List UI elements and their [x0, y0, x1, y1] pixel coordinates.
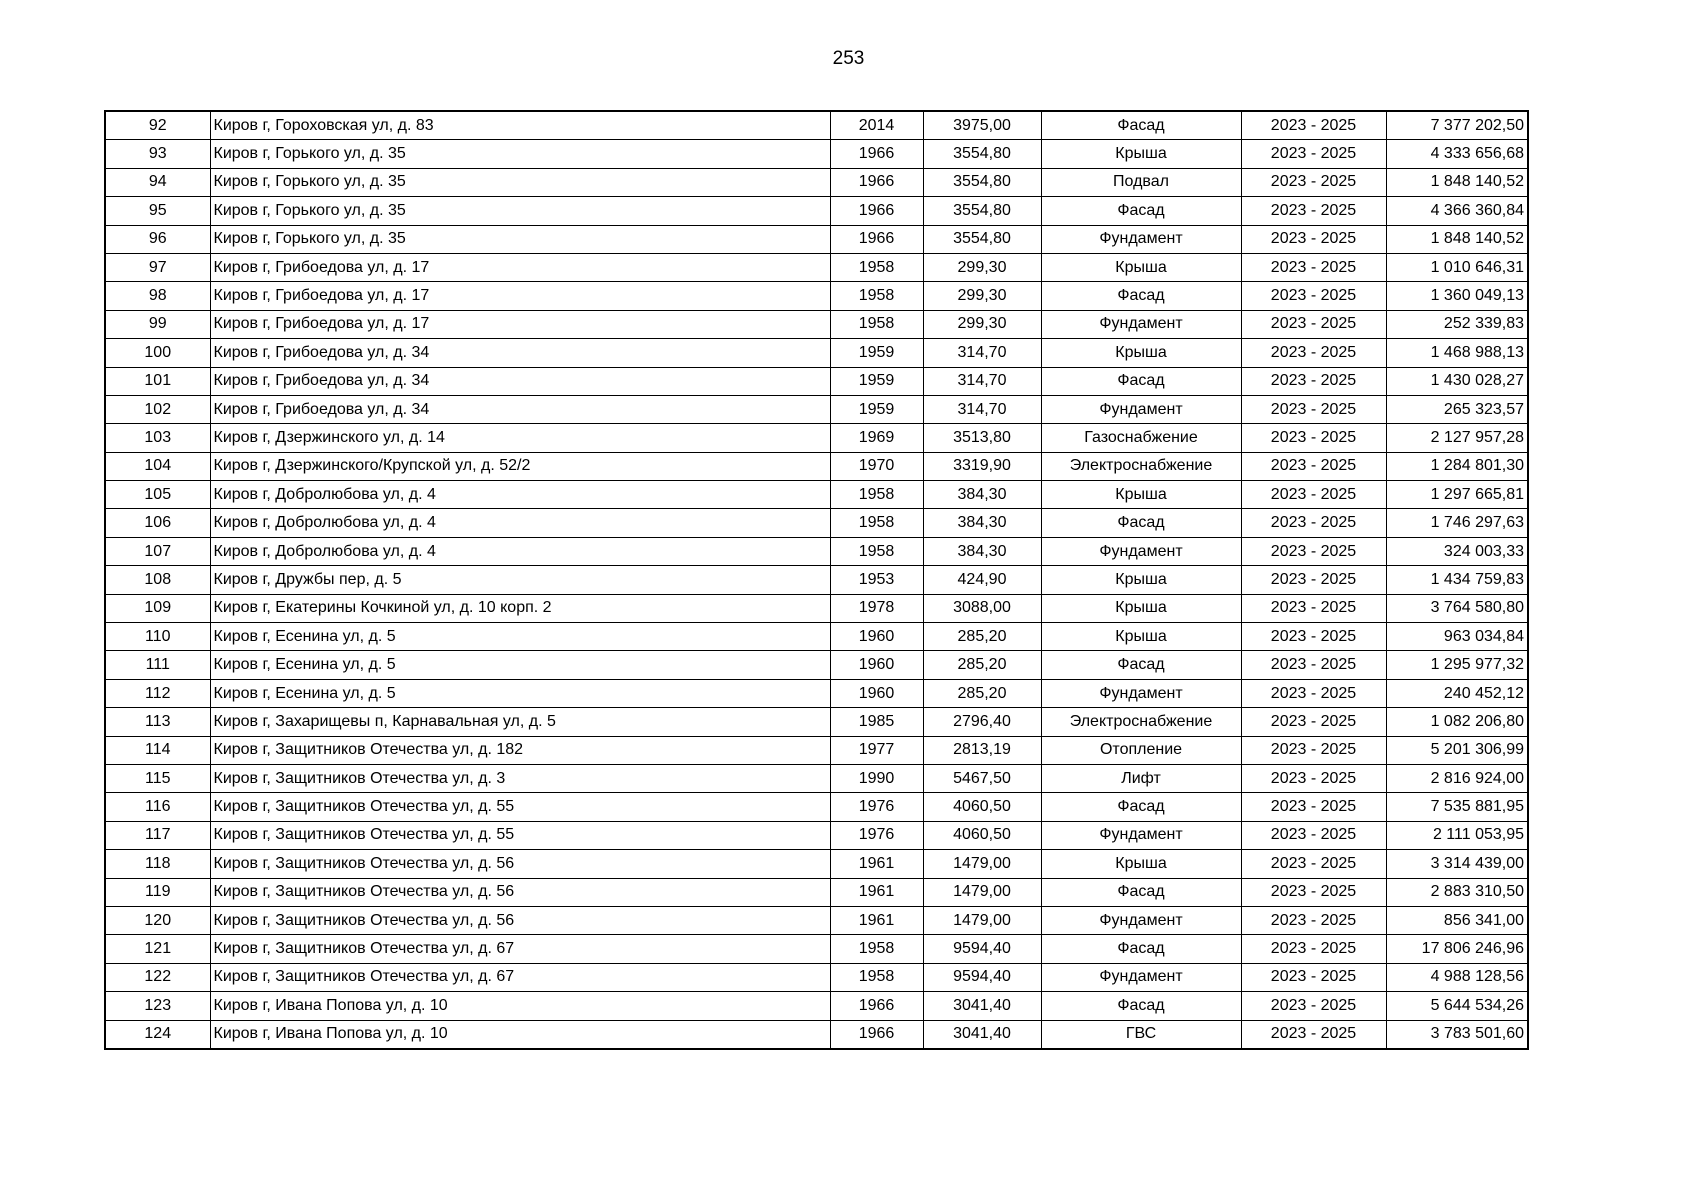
table-row [105, 736, 1528, 764]
area-cell: 3554,80 [923, 225, 1041, 253]
work-type-cell: Подвал [1041, 168, 1241, 196]
build-year-cell: 1966 [830, 1020, 923, 1049]
build-year-cell: 1961 [830, 878, 923, 906]
work-type-cell: Фундамент [1041, 821, 1241, 849]
cost-cell: 1 848 140,52 [1386, 168, 1528, 196]
row-number-cell: 114 [105, 736, 210, 764]
work-type-cell: Фундамент [1041, 537, 1241, 565]
work-type-cell: Электроснабжение [1041, 708, 1241, 736]
address-cell: Киров г, Горького ул, д. 35 [210, 168, 830, 196]
cost-cell: 2 816 924,00 [1386, 764, 1528, 792]
cost-cell: 2 883 310,50 [1386, 878, 1528, 906]
table-row [105, 850, 1528, 878]
row-number-cell: 109 [105, 594, 210, 622]
build-year-cell: 1966 [830, 225, 923, 253]
address-cell: Киров г, Екатерины Кочкиной ул, д. 10 корп. 2 [210, 594, 830, 622]
build-year-cell: 1953 [830, 566, 923, 594]
address-cell: Киров г, Защитников Отечества ул, д. 56 [210, 850, 830, 878]
address-cell: Киров г, Защитников Отечества ул, д. 56 [210, 878, 830, 906]
area-cell: 3319,90 [923, 452, 1041, 480]
period-cell: 2023 - 2025 [1241, 992, 1386, 1020]
build-year-cell: 1969 [830, 424, 923, 452]
cost-cell: 1 284 801,30 [1386, 452, 1528, 480]
work-type-cell: Фасад [1041, 367, 1241, 395]
row-number-cell: 94 [105, 168, 210, 196]
period-cell: 2023 - 2025 [1241, 651, 1386, 679]
row-number-cell: 116 [105, 793, 210, 821]
cost-cell: 2 111 053,95 [1386, 821, 1528, 849]
address-cell: Киров г, Горького ул, д. 35 [210, 225, 830, 253]
address-cell: Киров г, Есенина ул, д. 5 [210, 623, 830, 651]
area-cell: 424,90 [923, 566, 1041, 594]
build-year-cell: 1958 [830, 481, 923, 509]
cost-cell: 1 297 665,81 [1386, 481, 1528, 509]
table-row [105, 253, 1528, 281]
address-cell: Киров г, Дзержинского/Крупской ул, д. 52/2 [210, 452, 830, 480]
address-cell: Киров г, Есенина ул, д. 5 [210, 651, 830, 679]
row-number-cell: 103 [105, 424, 210, 452]
row-number-cell: 123 [105, 992, 210, 1020]
address-cell: Киров г, Горького ул, д. 35 [210, 140, 830, 168]
work-type-cell: Фасад [1041, 878, 1241, 906]
table-row [105, 225, 1528, 253]
row-number-cell: 92 [105, 111, 210, 140]
cost-cell: 1 360 049,13 [1386, 282, 1528, 310]
address-cell: Киров г, Грибоедова ул, д. 17 [210, 282, 830, 310]
table-row [105, 992, 1528, 1020]
area-cell: 3041,40 [923, 1020, 1041, 1049]
build-year-cell: 1985 [830, 708, 923, 736]
period-cell: 2023 - 2025 [1241, 878, 1386, 906]
period-cell: 2023 - 2025 [1241, 509, 1386, 537]
work-type-cell: Фасад [1041, 793, 1241, 821]
build-year-cell: 1958 [830, 537, 923, 565]
period-cell: 2023 - 2025 [1241, 481, 1386, 509]
period-cell: 2023 - 2025 [1241, 452, 1386, 480]
row-number-cell: 96 [105, 225, 210, 253]
address-cell: Киров г, Защитников Отечества ул, д. 56 [210, 906, 830, 934]
period-cell: 2023 - 2025 [1241, 140, 1386, 168]
cost-cell: 1 295 977,32 [1386, 651, 1528, 679]
row-number-cell: 107 [105, 537, 210, 565]
address-cell: Киров г, Добролюбова ул, д. 4 [210, 509, 830, 537]
area-cell: 5467,50 [923, 764, 1041, 792]
work-type-cell: Лифт [1041, 764, 1241, 792]
period-cell: 2023 - 2025 [1241, 367, 1386, 395]
period-cell: 2023 - 2025 [1241, 906, 1386, 934]
period-cell: 2023 - 2025 [1241, 282, 1386, 310]
table-row [105, 452, 1528, 480]
area-cell: 4060,50 [923, 793, 1041, 821]
area-cell: 1479,00 [923, 878, 1041, 906]
area-cell: 3554,80 [923, 140, 1041, 168]
row-number-cell: 104 [105, 452, 210, 480]
cost-cell: 252 339,83 [1386, 310, 1528, 338]
period-cell: 2023 - 2025 [1241, 764, 1386, 792]
address-cell: Киров г, Добролюбова ул, д. 4 [210, 481, 830, 509]
work-type-cell: Крыша [1041, 339, 1241, 367]
build-year-cell: 1966 [830, 197, 923, 225]
address-cell: Киров г, Горького ул, д. 35 [210, 197, 830, 225]
area-cell: 314,70 [923, 339, 1041, 367]
build-year-cell: 1958 [830, 310, 923, 338]
work-type-cell: Крыша [1041, 566, 1241, 594]
area-cell: 3513,80 [923, 424, 1041, 452]
period-cell: 2023 - 2025 [1241, 821, 1386, 849]
address-cell: Киров г, Защитников Отечества ул, д. 55 [210, 793, 830, 821]
work-type-cell: Крыша [1041, 623, 1241, 651]
cost-cell: 2 127 957,28 [1386, 424, 1528, 452]
cost-cell: 4 333 656,68 [1386, 140, 1528, 168]
address-cell: Киров г, Грибоедова ул, д. 34 [210, 395, 830, 423]
work-type-cell: Фасад [1041, 992, 1241, 1020]
row-number-cell: 99 [105, 310, 210, 338]
table-body [105, 111, 1528, 1049]
work-type-cell: Фасад [1041, 111, 1241, 140]
table-row [105, 537, 1528, 565]
area-cell: 299,30 [923, 282, 1041, 310]
area-cell: 285,20 [923, 623, 1041, 651]
table-row [105, 367, 1528, 395]
address-cell: Киров г, Защитников Отечества ул, д. 67 [210, 963, 830, 991]
row-number-cell: 105 [105, 481, 210, 509]
area-cell: 299,30 [923, 253, 1041, 281]
table-row [105, 793, 1528, 821]
repair-schedule-table [104, 110, 1529, 1050]
build-year-cell: 1990 [830, 764, 923, 792]
area-cell: 4060,50 [923, 821, 1041, 849]
period-cell: 2023 - 2025 [1241, 708, 1386, 736]
table-row [105, 310, 1528, 338]
area-cell: 314,70 [923, 367, 1041, 395]
row-number-cell: 106 [105, 509, 210, 537]
area-cell: 3554,80 [923, 168, 1041, 196]
area-cell: 299,30 [923, 310, 1041, 338]
build-year-cell: 1960 [830, 651, 923, 679]
address-cell: Киров г, Грибоедова ул, д. 17 [210, 253, 830, 281]
build-year-cell: 1976 [830, 821, 923, 849]
table-row [105, 481, 1528, 509]
period-cell: 2023 - 2025 [1241, 594, 1386, 622]
area-cell: 1479,00 [923, 906, 1041, 934]
work-type-cell: Фундамент [1041, 395, 1241, 423]
cost-cell: 1 746 297,63 [1386, 509, 1528, 537]
cost-cell: 3 783 501,60 [1386, 1020, 1528, 1049]
build-year-cell: 1958 [830, 963, 923, 991]
row-number-cell: 120 [105, 906, 210, 934]
build-year-cell: 1978 [830, 594, 923, 622]
work-type-cell: Фасад [1041, 651, 1241, 679]
row-number-cell: 95 [105, 197, 210, 225]
build-year-cell: 1958 [830, 253, 923, 281]
row-number-cell: 124 [105, 1020, 210, 1049]
cost-cell: 5 201 306,99 [1386, 736, 1528, 764]
table-row [105, 594, 1528, 622]
row-number-cell: 112 [105, 679, 210, 707]
address-cell: Киров г, Гороховская ул, д. 83 [210, 111, 830, 140]
period-cell: 2023 - 2025 [1241, 310, 1386, 338]
period-cell: 2023 - 2025 [1241, 793, 1386, 821]
row-number-cell: 98 [105, 282, 210, 310]
table-row [105, 395, 1528, 423]
work-type-cell: Крыша [1041, 850, 1241, 878]
cost-cell: 5 644 534,26 [1386, 992, 1528, 1020]
area-cell: 2796,40 [923, 708, 1041, 736]
table-row [105, 509, 1528, 537]
area-cell: 9594,40 [923, 963, 1041, 991]
cost-cell: 4 366 360,84 [1386, 197, 1528, 225]
row-number-cell: 108 [105, 566, 210, 594]
cost-cell: 240 452,12 [1386, 679, 1528, 707]
build-year-cell: 1961 [830, 906, 923, 934]
period-cell: 2023 - 2025 [1241, 679, 1386, 707]
cost-cell: 963 034,84 [1386, 623, 1528, 651]
area-cell: 3975,00 [923, 111, 1041, 140]
row-number-cell: 122 [105, 963, 210, 991]
period-cell: 2023 - 2025 [1241, 623, 1386, 651]
cost-cell: 1 430 028,27 [1386, 367, 1528, 395]
table-row [105, 424, 1528, 452]
table-row [105, 821, 1528, 849]
build-year-cell: 1959 [830, 395, 923, 423]
work-type-cell: Фасад [1041, 935, 1241, 963]
work-type-cell: Фундамент [1041, 963, 1241, 991]
area-cell: 384,30 [923, 481, 1041, 509]
address-cell: Киров г, Защитников Отечества ул, д. 182 [210, 736, 830, 764]
row-number-cell: 119 [105, 878, 210, 906]
work-type-cell: Фундамент [1041, 906, 1241, 934]
address-cell: Киров г, Ивана Попова ул, д. 10 [210, 992, 830, 1020]
build-year-cell: 1960 [830, 623, 923, 651]
period-cell: 2023 - 2025 [1241, 736, 1386, 764]
row-number-cell: 93 [105, 140, 210, 168]
build-year-cell: 1966 [830, 140, 923, 168]
table-row [105, 339, 1528, 367]
table-row [105, 168, 1528, 196]
build-year-cell: 1958 [830, 509, 923, 537]
cost-cell: 3 314 439,00 [1386, 850, 1528, 878]
period-cell: 2023 - 2025 [1241, 537, 1386, 565]
build-year-cell: 1961 [830, 850, 923, 878]
period-cell: 2023 - 2025 [1241, 197, 1386, 225]
address-cell: Киров г, Защитников Отечества ул, д. 67 [210, 935, 830, 963]
table-row [105, 1020, 1528, 1049]
area-cell: 3041,40 [923, 992, 1041, 1020]
cost-cell: 1 848 140,52 [1386, 225, 1528, 253]
cost-cell: 7 377 202,50 [1386, 111, 1528, 140]
row-number-cell: 100 [105, 339, 210, 367]
page-number: 253 [832, 48, 865, 69]
table-row [105, 282, 1528, 310]
address-cell: Киров г, Захарищевы п, Карнавальная ул, д. 5 [210, 708, 830, 736]
build-year-cell: 1977 [830, 736, 923, 764]
work-type-cell: ГВС [1041, 1020, 1241, 1049]
cost-cell: 3 764 580,80 [1386, 594, 1528, 622]
table-row [105, 963, 1528, 991]
period-cell: 2023 - 2025 [1241, 253, 1386, 281]
table-row [105, 623, 1528, 651]
table-row [105, 935, 1528, 963]
build-year-cell: 1959 [830, 367, 923, 395]
row-number-cell: 118 [105, 850, 210, 878]
build-year-cell: 1958 [830, 282, 923, 310]
area-cell: 285,20 [923, 679, 1041, 707]
work-type-cell: Крыша [1041, 140, 1241, 168]
row-number-cell: 117 [105, 821, 210, 849]
address-cell: Киров г, Ивана Попова ул, д. 10 [210, 1020, 830, 1049]
period-cell: 2023 - 2025 [1241, 424, 1386, 452]
cost-cell: 1 468 988,13 [1386, 339, 1528, 367]
row-number-cell: 101 [105, 367, 210, 395]
cost-cell: 265 323,57 [1386, 395, 1528, 423]
period-cell: 2023 - 2025 [1241, 850, 1386, 878]
work-type-cell: Фасад [1041, 509, 1241, 537]
cost-cell: 856 341,00 [1386, 906, 1528, 934]
work-type-cell: Крыша [1041, 481, 1241, 509]
work-type-cell: Газоснабжение [1041, 424, 1241, 452]
work-type-cell: Фасад [1041, 197, 1241, 225]
area-cell: 384,30 [923, 509, 1041, 537]
area-cell: 285,20 [923, 651, 1041, 679]
period-cell: 2023 - 2025 [1241, 168, 1386, 196]
build-year-cell: 2014 [830, 111, 923, 140]
area-cell: 3088,00 [923, 594, 1041, 622]
period-cell: 2023 - 2025 [1241, 1020, 1386, 1049]
row-number-cell: 111 [105, 651, 210, 679]
area-cell: 3554,80 [923, 197, 1041, 225]
work-type-cell: Электроснабжение [1041, 452, 1241, 480]
period-cell: 2023 - 2025 [1241, 225, 1386, 253]
address-cell: Киров г, Защитников Отечества ул, д. 55 [210, 821, 830, 849]
row-number-cell: 97 [105, 253, 210, 281]
work-type-cell: Фундамент [1041, 679, 1241, 707]
area-cell: 2813,19 [923, 736, 1041, 764]
table-row [105, 566, 1528, 594]
cost-cell: 1 434 759,83 [1386, 566, 1528, 594]
work-type-cell: Отопление [1041, 736, 1241, 764]
cost-cell: 1 010 646,31 [1386, 253, 1528, 281]
row-number-cell: 115 [105, 764, 210, 792]
cost-cell: 4 988 128,56 [1386, 963, 1528, 991]
row-number-cell: 110 [105, 623, 210, 651]
cost-cell: 324 003,33 [1386, 537, 1528, 565]
table-row [105, 764, 1528, 792]
table-row [105, 111, 1528, 140]
work-type-cell: Крыша [1041, 253, 1241, 281]
area-cell: 314,70 [923, 395, 1041, 423]
build-year-cell: 1976 [830, 793, 923, 821]
address-cell: Киров г, Грибоедова ул, д. 34 [210, 339, 830, 367]
table-row [105, 140, 1528, 168]
work-type-cell: Фундамент [1041, 225, 1241, 253]
address-cell: Киров г, Дружбы пер, д. 5 [210, 566, 830, 594]
table-row [105, 679, 1528, 707]
area-cell: 1479,00 [923, 850, 1041, 878]
period-cell: 2023 - 2025 [1241, 339, 1386, 367]
table-row [105, 197, 1528, 225]
table-row [105, 878, 1528, 906]
work-type-cell: Крыша [1041, 594, 1241, 622]
period-cell: 2023 - 2025 [1241, 395, 1386, 423]
table-row [105, 708, 1528, 736]
work-type-cell: Фундамент [1041, 310, 1241, 338]
build-year-cell: 1958 [830, 935, 923, 963]
address-cell: Киров г, Грибоедова ул, д. 34 [210, 367, 830, 395]
address-cell: Киров г, Защитников Отечества ул, д. 3 [210, 764, 830, 792]
period-cell: 2023 - 2025 [1241, 935, 1386, 963]
period-cell: 2023 - 2025 [1241, 963, 1386, 991]
build-year-cell: 1959 [830, 339, 923, 367]
address-cell: Киров г, Добролюбова ул, д. 4 [210, 537, 830, 565]
cost-cell: 7 535 881,95 [1386, 793, 1528, 821]
build-year-cell: 1966 [830, 992, 923, 1020]
address-cell: Киров г, Есенина ул, д. 5 [210, 679, 830, 707]
build-year-cell: 1966 [830, 168, 923, 196]
work-type-cell: Фасад [1041, 282, 1241, 310]
area-cell: 9594,40 [923, 935, 1041, 963]
cost-cell: 17 806 246,96 [1386, 935, 1528, 963]
period-cell: 2023 - 2025 [1241, 566, 1386, 594]
cost-cell: 1 082 206,80 [1386, 708, 1528, 736]
period-cell: 2023 - 2025 [1241, 111, 1386, 140]
table-row [105, 906, 1528, 934]
address-cell: Киров г, Грибоедова ул, д. 17 [210, 310, 830, 338]
build-year-cell: 1960 [830, 679, 923, 707]
row-number-cell: 102 [105, 395, 210, 423]
area-cell: 384,30 [923, 537, 1041, 565]
table-row [105, 651, 1528, 679]
address-cell: Киров г, Дзержинского ул, д. 14 [210, 424, 830, 452]
row-number-cell: 121 [105, 935, 210, 963]
row-number-cell: 113 [105, 708, 210, 736]
build-year-cell: 1970 [830, 452, 923, 480]
